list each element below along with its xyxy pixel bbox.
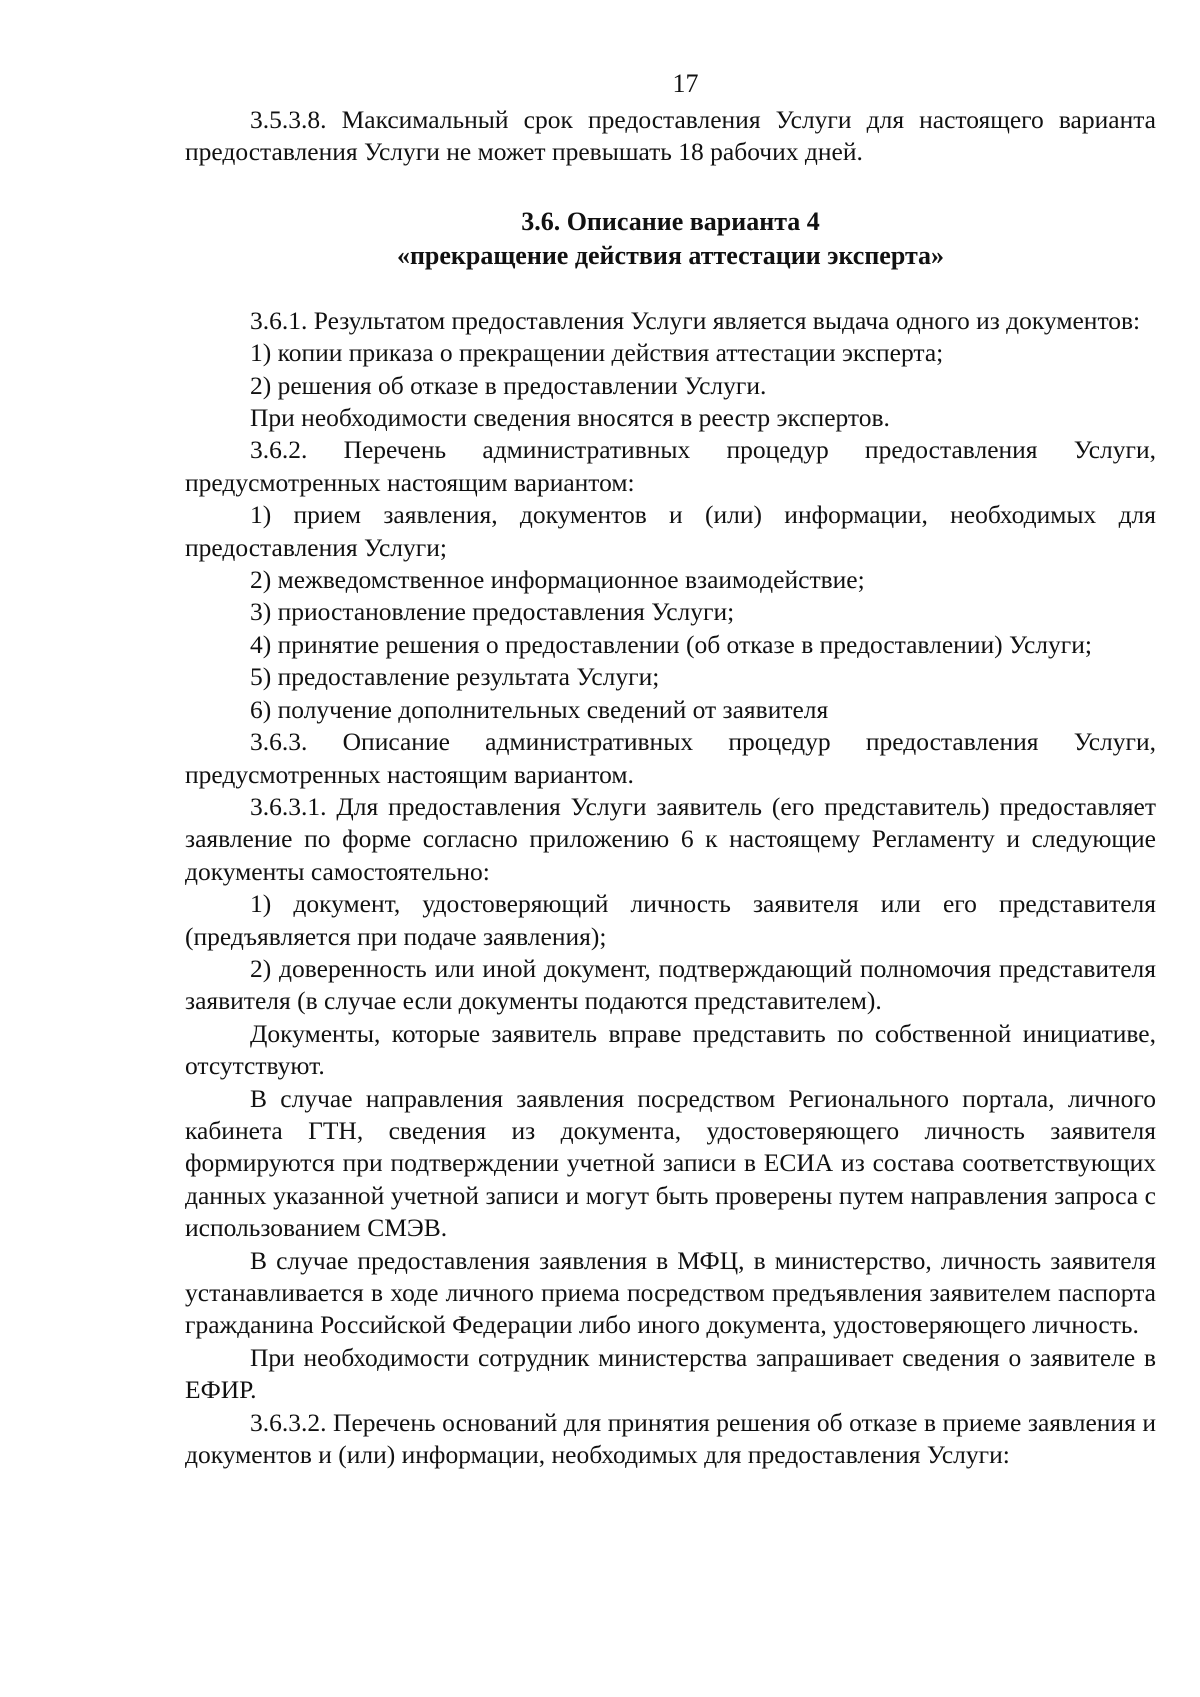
list-item: 1) копии приказа о прекращении действия аттестации эксперта; bbox=[250, 338, 944, 368]
section-heading-subtitle: «прекращение действия аттестации эксперта» bbox=[396, 240, 945, 270]
list-item: 2) доверенность или иной документ, подтверждающий полномочия представителя заявителя (в случае если документы подаются представителем). bbox=[185, 953, 1156, 1016]
paragraph: Документы, которые заявитель вправе представить по собственной инициативе, отсутствуют. bbox=[185, 1018, 1156, 1081]
section-heading bbox=[185, 205, 1156, 273]
paragraph: 3.6.2. Перечень административных процедур предоставления Услуги, предусмотренных настоящим вариантом: bbox=[185, 435, 1156, 497]
paragraph: При необходимости сотрудник министерства запрашивает сведения о заявителе в ЕФИР. bbox=[185, 1342, 1156, 1405]
paragraph: 3.6.3.2. Перечень оснований для принятия решения об отказе в приеме заявления и документов и (или) информации, необходимых для предоставления Услуги: bbox=[185, 1407, 1156, 1470]
paragraph: При необходимости сведения вносятся в реестр экспертов. bbox=[250, 403, 890, 433]
paragraph: 3.6.3.1. Для предоставления Услуги заявитель (его представитель) предоставляет заявление по форме согласно приложению 6 к настоящему Регламенту и следующие документы самостоятельно: bbox=[185, 791, 1156, 886]
paragraph: В случае предоставления заявления в МФЦ, в министерство, личность заявителя устанавливается в ходе личного приема посредством предъявления заявителем паспорта гражданина Российской Федерации либо иного документа, удостоверяющего личность. bbox=[185, 1245, 1156, 1340]
list-item: 6) получение дополнительных сведений от заявителя bbox=[250, 694, 829, 724]
list-item: 4) принятие решения о предоставлении (об отказе в предоставлении) Услуги; bbox=[250, 629, 1092, 659]
page-number: 17 bbox=[672, 69, 699, 98]
list-item: 1) документ, удостоверяющий личность заявителя или его представителя (предъявляется при подаче заявления); bbox=[185, 889, 1156, 951]
section-heading-title: 3.6. Описание варианта 4 bbox=[521, 206, 820, 236]
paragraph-3-5-3-8: 3.5.3.8. Максимальный срок предоставления Услуги для настоящего варианта предоставления Услуги не может превышать 18 рабочих дней. bbox=[185, 105, 1156, 167]
paragraph: 3.6.1. Результатом предоставления Услуги является выдача одного из документов: bbox=[250, 305, 1141, 335]
list-item: 2) решения об отказе в предоставлении Услуги. bbox=[250, 370, 767, 400]
list-item: 2) межведомственное информационное взаимодействие; bbox=[250, 565, 865, 595]
list-item: 5) предоставление результата Услуги; bbox=[250, 662, 660, 692]
paragraph: 3.6.3. Описание административных процедур предоставления Услуги, предусмотренных настоящим вариантом. bbox=[185, 727, 1156, 789]
list-item: 1) прием заявления, документов и (или) информации, необходимых для предоставления Услуги; bbox=[185, 500, 1156, 562]
list-item: 3) приостановление предоставления Услуги; bbox=[250, 597, 735, 627]
paragraph: В случае направления заявления посредством Регионального портала, личного кабинета ГТН, сведения из документа, удостоверяющего личность заявителя формируются при подтверждении учетной записи в ЕСИА из состава соответствующих данных указанной учетной записи и могут быть проверены путем направления запроса с использованием СМЭВ. bbox=[185, 1083, 1156, 1243]
section-body bbox=[185, 305, 1156, 1472]
